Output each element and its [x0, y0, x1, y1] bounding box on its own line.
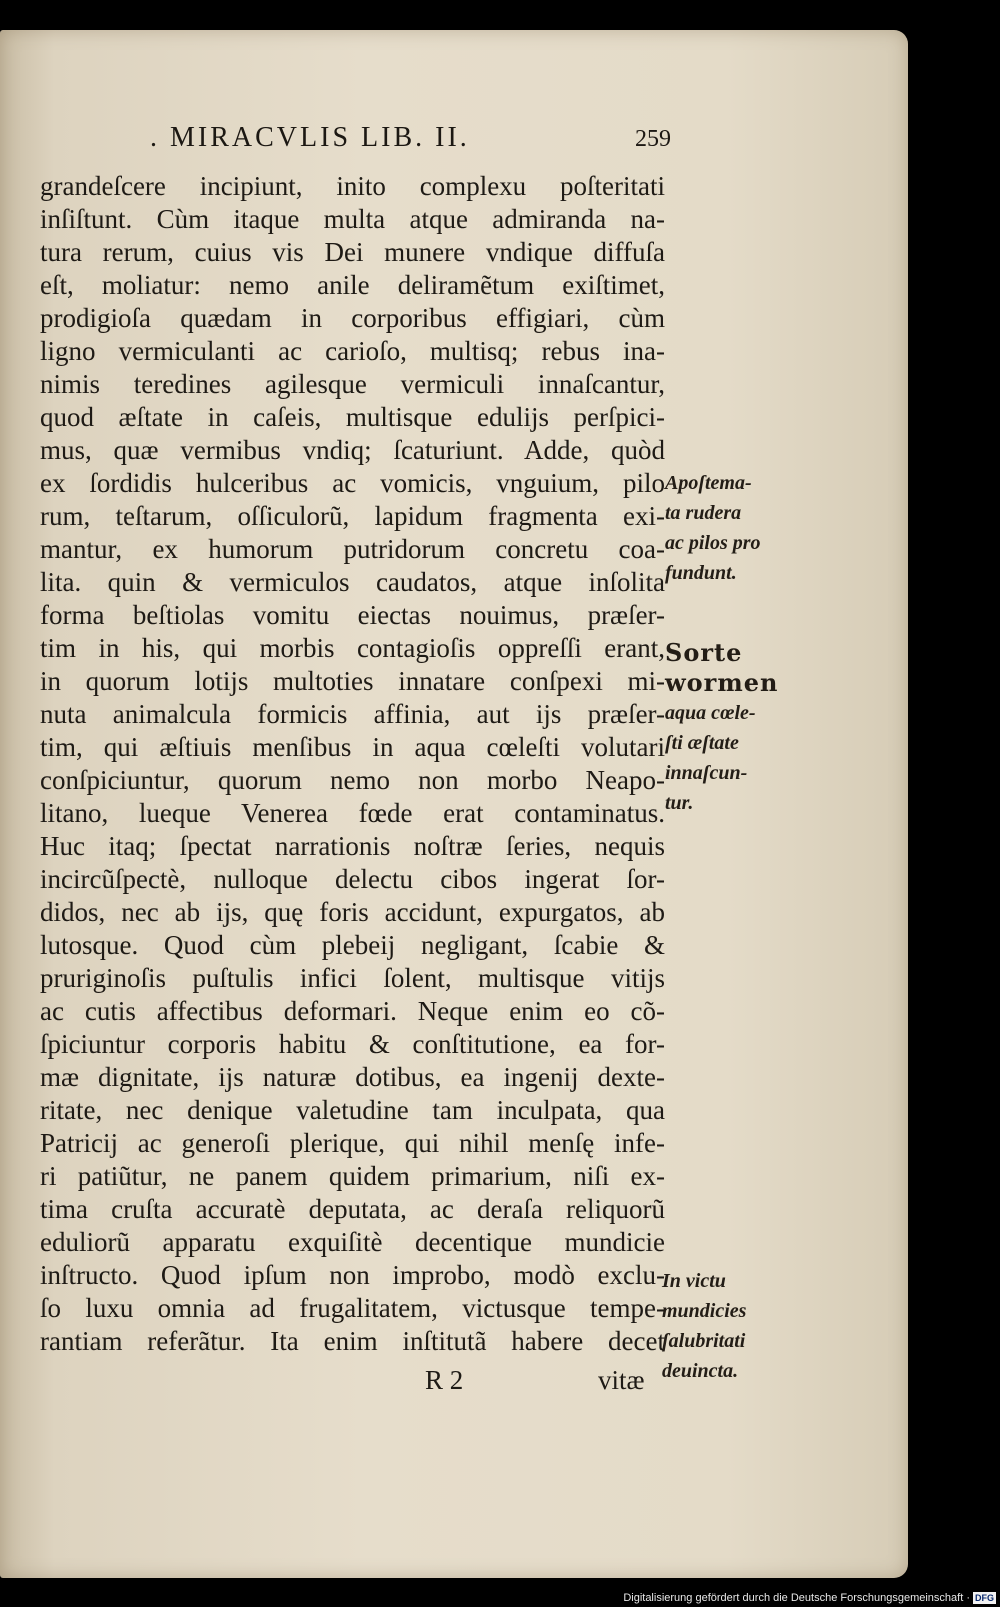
text-line: inſiſtunt. Cùm itaque multa atque admiranda na-: [40, 204, 665, 234]
marginal-note-line: In victu: [662, 1270, 726, 1292]
catchword: vitæ: [598, 1365, 645, 1395]
text-line: nimis teredines agilesque vermiculi innaſcantur,: [40, 369, 665, 399]
text-line: grandeſcere incipiunt, inito complexu poſteritati: [40, 171, 665, 201]
page-foot: [40, 1365, 665, 1399]
marginal-note-line: tur.: [665, 792, 694, 814]
marginal-note-line: wormen: [665, 668, 779, 697]
text-line: prodigioſa quædam in corporibus effigiari, cùm: [40, 303, 665, 333]
marginal-note-line: ſti æſtate: [665, 732, 739, 754]
text-line: forma beſtiolas vomitu eiectas nouimus, præſer-: [40, 600, 665, 630]
marginal-note-wormen: [665, 638, 778, 818]
text-line: eſt, moliatur: nemo anile deliramẽtum exiſtimet,: [40, 270, 665, 300]
marginal-note-line: fundunt.: [665, 562, 737, 584]
text-line: rum, teſtarum, oſſiculorũ, lapidum fragmenta exi-: [40, 501, 665, 531]
dfg-logo: DFG: [975, 1593, 994, 1603]
text-line: Patricij ac generoſi plerique, qui nihil menſę infe-: [40, 1128, 665, 1158]
page-number: 259: [635, 126, 671, 152]
text-line: tim, qui æſtiuis menſibus in aqua cœleſti volutari: [40, 732, 665, 762]
text-line: in quorum lotijs multoties innatare conſpexi mi-: [40, 666, 665, 696]
marginal-note-line: ta rudera: [665, 502, 742, 524]
marginal-note-line: aqua cœle-: [665, 702, 756, 724]
text-line: Huc itaq; ſpectat narrationis noſtræ ſeries, nequis: [40, 831, 665, 861]
signature-mark: R 2: [425, 1365, 464, 1395]
text-line: ri patiũtur, ne panem quidem primarium, niſi ex-: [40, 1161, 665, 1191]
credit-text: Digitalisierung gefördert durch die Deutsche Forschungsgemeinschaft ·: [623, 1592, 970, 1604]
marginal-note-apostemata: [665, 468, 761, 588]
running-head: . MIRACVLIS LIB. II.: [150, 122, 470, 153]
body-text: [40, 170, 665, 1358]
text-line: mæ dignitate, ijs naturæ dotibus, ea ingenij dexte-: [40, 1062, 665, 1092]
digitization-credit: [623, 1592, 996, 1604]
text-line: conſpiciuntur, quorum nemo non morbo Neapo-: [40, 765, 665, 795]
text-line: inſtructo. Quod ipſum non improbo, modò exclu-: [40, 1260, 665, 1290]
text-line: mus, quæ vermibus vndiq; ſcaturiunt. Adde, quòd: [40, 435, 665, 465]
marginal-note-line: innaſcun-: [665, 762, 748, 784]
marginal-note-victu: [662, 1266, 746, 1386]
text-line: tima cruſta accuratè deputata, ac deraſa reliquorũ: [40, 1194, 665, 1224]
marginal-note-line: mundicies: [662, 1300, 747, 1322]
marginal-note-line: ac pilos pro: [665, 532, 761, 554]
text-line: didos, nec ab ijs, quę foris accidunt, expurgatos, ab: [40, 897, 665, 927]
marginal-note-line: Apoſtema-: [665, 472, 752, 494]
text-line: incircũſpectè, nulloque delectu cibos ingerat ſor-: [40, 864, 665, 894]
text-line: ex ſordidis hulceribus ac vomicis, vnguium, pilo: [40, 468, 665, 498]
text-line: tura rerum, cuius vis Dei munere vndique diffuſa: [40, 237, 665, 267]
text-line: eduliorũ apparatu exquiſitè decentique mundicie: [40, 1227, 665, 1257]
text-line: quod æſtate in caſeis, multisque edulijs perſpici-: [40, 402, 665, 432]
text-line: lita. quin & vermiculos caudatos, atque inſolita: [40, 567, 665, 597]
marginal-note-line: Sorte: [665, 638, 743, 667]
text-line: litano, lueque Venerea fœde erat contaminatus.: [40, 798, 665, 828]
text-line: ac cutis affectibus deformari. Neque enim eo cõ-: [40, 996, 665, 1026]
text-line: ſo luxu omnia ad frugalitatem, victusque tempe-: [40, 1293, 665, 1323]
text-line: rantiam referãtur. Ita enim inſtitutã habere decet: [40, 1326, 665, 1356]
text-line: tim in his, qui morbis contagioſis oppreſſi erant,: [40, 633, 665, 663]
text-line: pruriginoſis puſtulis infici ſolent, multisque vitijs: [40, 963, 665, 993]
text-line: nuta animalcula formicis affinia, aut ijs præſer-: [40, 699, 665, 729]
marginal-note-line: ſalubritati: [662, 1330, 746, 1352]
marginal-note-line: deuincta.: [662, 1360, 739, 1382]
text-line: lutosque. Quod cùm plebeij negligant, ſcabie &: [40, 930, 665, 960]
page-header: [150, 122, 710, 166]
text-line: ritate, nec denique valetudine tam inculpata, qua: [40, 1095, 665, 1125]
book-page: [0, 30, 908, 1578]
text-line: mantur, ex humorum putridorum concretu coa-: [40, 534, 665, 564]
text-line: ligno vermiculanti ac carioſo, multisq; rebus ina-: [40, 336, 665, 366]
text-line: ſpiciuntur corporis habitu & conſtitutione, ea for-: [40, 1029, 665, 1059]
